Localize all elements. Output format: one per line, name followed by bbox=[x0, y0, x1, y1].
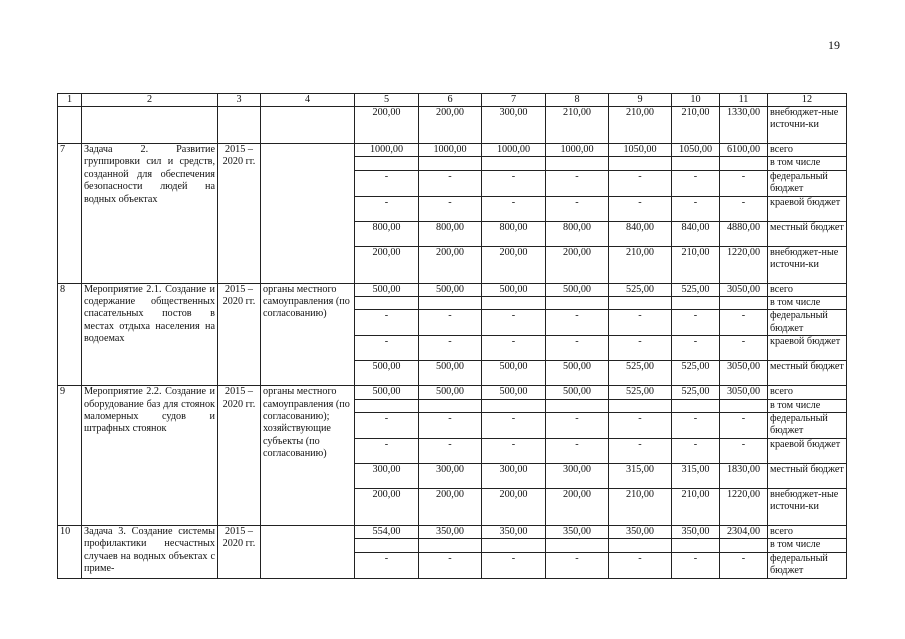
row-number-cell: 9 bbox=[58, 386, 82, 526]
year-value-cell-11: - bbox=[720, 438, 768, 463]
year-value-cell-11: - bbox=[720, 196, 768, 221]
year-value-cell-11: - bbox=[720, 170, 768, 196]
year-value-cell-8: - bbox=[546, 196, 609, 221]
year-value-cell-6: - bbox=[419, 552, 482, 578]
year-value-cell-10: - bbox=[672, 438, 720, 463]
year-value-cell-5: - bbox=[355, 170, 419, 196]
year-value-cell-5: - bbox=[355, 438, 419, 463]
year-value-cell-9 bbox=[609, 399, 672, 412]
year-value-cell-5: 1000,00 bbox=[355, 144, 419, 157]
funding-source-cell: в том числе bbox=[768, 539, 847, 552]
year-value-cell-7: - bbox=[482, 413, 546, 439]
year-value-cell-7: 200,00 bbox=[482, 246, 546, 283]
year-value-cell-7 bbox=[482, 157, 546, 170]
year-value-cell-9: 1050,00 bbox=[609, 144, 672, 157]
year-value-cell-8: 800,00 bbox=[546, 221, 609, 246]
page-number: 19 bbox=[828, 38, 840, 52]
year-value-cell-9: - bbox=[609, 413, 672, 439]
year-value-cell-10: 1050,00 bbox=[672, 144, 720, 157]
year-value-cell-6 bbox=[419, 157, 482, 170]
funding-source-cell: всего bbox=[768, 144, 847, 157]
year-value-cell-5: - bbox=[355, 413, 419, 439]
year-value-cell-5: 200,00 bbox=[355, 107, 419, 144]
year-value-cell-7: 350,00 bbox=[482, 525, 546, 538]
year-value-cell-11 bbox=[720, 539, 768, 552]
header-cell-8: 8 bbox=[546, 94, 609, 107]
year-value-cell-11: 2304,00 bbox=[720, 525, 768, 538]
year-value-cell-10 bbox=[672, 297, 720, 310]
task-description-cell: Задача 2. Развитие группировки сил и средств, созданной для обеспечения безопасности людей на водных объектах bbox=[82, 144, 218, 284]
year-value-cell-10: - bbox=[672, 310, 720, 336]
year-value-cell-7 bbox=[482, 297, 546, 310]
year-value-cell-6: - bbox=[419, 413, 482, 439]
table-row bbox=[58, 144, 847, 157]
year-value-cell-11: - bbox=[720, 552, 768, 578]
year-value-cell-10: 350,00 bbox=[672, 525, 720, 538]
year-value-cell-8: - bbox=[546, 336, 609, 361]
period-cell: 2015 – 2020 гг. bbox=[218, 283, 261, 386]
year-value-cell-7: - bbox=[482, 438, 546, 463]
year-value-cell-11: 1330,00 bbox=[720, 107, 768, 144]
funding-source-cell: в том числе bbox=[768, 297, 847, 310]
funding-source-cell: внебюджет-ные источни-ки bbox=[768, 107, 847, 144]
year-value-cell-9: 525,00 bbox=[609, 386, 672, 399]
year-value-cell-9: - bbox=[609, 336, 672, 361]
year-value-cell-10: - bbox=[672, 196, 720, 221]
year-value-cell-10: - bbox=[672, 413, 720, 439]
year-value-cell-9: 525,00 bbox=[609, 361, 672, 386]
year-value-cell-9: 315,00 bbox=[609, 463, 672, 488]
year-value-cell-5 bbox=[355, 539, 419, 552]
year-value-cell-8: - bbox=[546, 438, 609, 463]
year-value-cell-9 bbox=[609, 539, 672, 552]
year-value-cell-6: 200,00 bbox=[419, 107, 482, 144]
funding-source-cell: местный бюджет bbox=[768, 221, 847, 246]
year-value-cell-6: - bbox=[419, 310, 482, 336]
year-value-cell-10: 525,00 bbox=[672, 361, 720, 386]
year-value-cell-10: 210,00 bbox=[672, 246, 720, 283]
year-value-cell-6: - bbox=[419, 438, 482, 463]
year-value-cell-5 bbox=[355, 297, 419, 310]
table-row bbox=[58, 107, 847, 144]
period-cell: 2015 – 2020 гг. bbox=[218, 144, 261, 284]
year-value-cell-10: - bbox=[672, 552, 720, 578]
year-value-cell-7: 300,00 bbox=[482, 107, 546, 144]
funding-source-cell: всего bbox=[768, 525, 847, 538]
year-value-cell-9 bbox=[609, 297, 672, 310]
year-value-cell-6 bbox=[419, 539, 482, 552]
year-value-cell-6: 500,00 bbox=[419, 361, 482, 386]
year-value-cell-8: 200,00 bbox=[546, 488, 609, 525]
executor-cell bbox=[261, 525, 355, 578]
year-value-cell-5: 200,00 bbox=[355, 488, 419, 525]
funding-source-cell: всего bbox=[768, 386, 847, 399]
year-value-cell-10: 210,00 bbox=[672, 488, 720, 525]
period-cell: 2015 – 2020 гг. bbox=[218, 386, 261, 526]
year-value-cell-8: 210,00 bbox=[546, 107, 609, 144]
year-value-cell-10: 315,00 bbox=[672, 463, 720, 488]
year-value-cell-6: 800,00 bbox=[419, 221, 482, 246]
header-cell-11: 11 bbox=[720, 94, 768, 107]
year-value-cell-10: 525,00 bbox=[672, 386, 720, 399]
year-value-cell-5: - bbox=[355, 310, 419, 336]
task-description-cell: Мероприятие 2.1. Создание и содержание общественных спасательных постов в местах отдыха населения на водоемах bbox=[82, 283, 218, 386]
budget-table bbox=[57, 93, 847, 579]
year-value-cell-7: - bbox=[482, 336, 546, 361]
year-value-cell-8: - bbox=[546, 310, 609, 336]
year-value-cell-11: 1220,00 bbox=[720, 488, 768, 525]
year-value-cell-8: 350,00 bbox=[546, 525, 609, 538]
year-value-cell-6 bbox=[419, 399, 482, 412]
year-value-cell-10 bbox=[672, 539, 720, 552]
funding-source-cell: местный бюджет bbox=[768, 463, 847, 488]
year-value-cell-6: 350,00 bbox=[419, 525, 482, 538]
table-row bbox=[58, 283, 847, 296]
funding-source-cell: местный бюджет bbox=[768, 361, 847, 386]
year-value-cell-7 bbox=[482, 399, 546, 412]
year-value-cell-11: 1830,00 bbox=[720, 463, 768, 488]
period-cell: 2015 – 2020 гг. bbox=[218, 525, 261, 578]
year-value-cell-5: 800,00 bbox=[355, 221, 419, 246]
year-value-cell-11: 3050,00 bbox=[720, 283, 768, 296]
year-value-cell-5: 500,00 bbox=[355, 386, 419, 399]
year-value-cell-6: - bbox=[419, 336, 482, 361]
year-value-cell-8 bbox=[546, 399, 609, 412]
executor-cell bbox=[261, 144, 355, 284]
funding-source-cell: всего bbox=[768, 283, 847, 296]
year-value-cell-10 bbox=[672, 157, 720, 170]
year-value-cell-9: 210,00 bbox=[609, 107, 672, 144]
year-value-cell-9: 840,00 bbox=[609, 221, 672, 246]
year-value-cell-7: 300,00 bbox=[482, 463, 546, 488]
header-row bbox=[58, 94, 847, 107]
year-value-cell-11: - bbox=[720, 336, 768, 361]
empty-cell bbox=[218, 107, 261, 144]
year-value-cell-7: 800,00 bbox=[482, 221, 546, 246]
year-value-cell-11: 1220,00 bbox=[720, 246, 768, 283]
year-value-cell-10: - bbox=[672, 170, 720, 196]
year-value-cell-10: 210,00 bbox=[672, 107, 720, 144]
year-value-cell-11: - bbox=[720, 310, 768, 336]
year-value-cell-11 bbox=[720, 399, 768, 412]
year-value-cell-5: - bbox=[355, 552, 419, 578]
funding-source-cell: краевой бюджет bbox=[768, 336, 847, 361]
year-value-cell-9 bbox=[609, 157, 672, 170]
year-value-cell-5 bbox=[355, 157, 419, 170]
year-value-cell-10: 525,00 bbox=[672, 283, 720, 296]
header-cell-6: 6 bbox=[419, 94, 482, 107]
year-value-cell-11: 3050,00 bbox=[720, 386, 768, 399]
funding-source-cell: внебюджет-ные источни-ки bbox=[768, 488, 847, 525]
year-value-cell-10: 840,00 bbox=[672, 221, 720, 246]
header-cell-10: 10 bbox=[672, 94, 720, 107]
year-value-cell-7 bbox=[482, 539, 546, 552]
year-value-cell-5 bbox=[355, 399, 419, 412]
empty-cell bbox=[58, 107, 82, 144]
year-value-cell-5: 554,00 bbox=[355, 525, 419, 538]
year-value-cell-11: - bbox=[720, 413, 768, 439]
year-value-cell-8: - bbox=[546, 170, 609, 196]
year-value-cell-5: - bbox=[355, 196, 419, 221]
year-value-cell-10 bbox=[672, 399, 720, 412]
year-value-cell-8 bbox=[546, 157, 609, 170]
year-value-cell-6: 200,00 bbox=[419, 246, 482, 283]
year-value-cell-10: - bbox=[672, 336, 720, 361]
year-value-cell-11 bbox=[720, 157, 768, 170]
funding-source-cell: федеральный бюджет bbox=[768, 413, 847, 439]
funding-source-cell: в том числе bbox=[768, 399, 847, 412]
funding-source-cell: федеральный бюджет bbox=[768, 552, 847, 578]
row-number-cell: 7 bbox=[58, 144, 82, 284]
header-cell-1: 1 bbox=[58, 94, 82, 107]
year-value-cell-8: 500,00 bbox=[546, 361, 609, 386]
executor-cell: органы местного самоуправления (по согласованию) bbox=[261, 283, 355, 386]
year-value-cell-8: 300,00 bbox=[546, 463, 609, 488]
page-bottom-edge bbox=[0, 629, 905, 639]
header-cell-5: 5 bbox=[355, 94, 419, 107]
year-value-cell-6: 1000,00 bbox=[419, 144, 482, 157]
header-cell-4: 4 bbox=[261, 94, 355, 107]
year-value-cell-8: 500,00 bbox=[546, 283, 609, 296]
year-value-cell-7: 500,00 bbox=[482, 361, 546, 386]
year-value-cell-8 bbox=[546, 539, 609, 552]
year-value-cell-6: 300,00 bbox=[419, 463, 482, 488]
empty-cell bbox=[82, 107, 218, 144]
year-value-cell-7: - bbox=[482, 196, 546, 221]
header-cell-9: 9 bbox=[609, 94, 672, 107]
year-value-cell-8: 200,00 bbox=[546, 246, 609, 283]
year-value-cell-6: 500,00 bbox=[419, 386, 482, 399]
table-row bbox=[58, 386, 847, 399]
year-value-cell-11: 4880,00 bbox=[720, 221, 768, 246]
year-value-cell-9: - bbox=[609, 196, 672, 221]
year-value-cell-9: - bbox=[609, 438, 672, 463]
year-value-cell-9: 350,00 bbox=[609, 525, 672, 538]
year-value-cell-6 bbox=[419, 297, 482, 310]
header-cell-7: 7 bbox=[482, 94, 546, 107]
year-value-cell-7: 1000,00 bbox=[482, 144, 546, 157]
year-value-cell-8 bbox=[546, 297, 609, 310]
year-value-cell-7: - bbox=[482, 552, 546, 578]
year-value-cell-11: 6100,00 bbox=[720, 144, 768, 157]
year-value-cell-6: - bbox=[419, 170, 482, 196]
year-value-cell-9: 210,00 bbox=[609, 488, 672, 525]
executor-cell: органы местного самоуправления (по согласованию); хозяйствующие субъекты (по согласованию) bbox=[261, 386, 355, 526]
year-value-cell-11 bbox=[720, 297, 768, 310]
year-value-cell-7: - bbox=[482, 170, 546, 196]
year-value-cell-6: 200,00 bbox=[419, 488, 482, 525]
year-value-cell-6: - bbox=[419, 196, 482, 221]
header-cell-3: 3 bbox=[218, 94, 261, 107]
header-cell-12: 12 bbox=[768, 94, 847, 107]
year-value-cell-6: 500,00 bbox=[419, 283, 482, 296]
year-value-cell-9: - bbox=[609, 170, 672, 196]
task-description-cell: Задача 3. Создание системы профилактики несчастных случаев на водных объектах с приме- bbox=[82, 525, 218, 578]
table-row bbox=[58, 525, 847, 538]
header-cell-2: 2 bbox=[82, 94, 218, 107]
year-value-cell-11: 3050,00 bbox=[720, 361, 768, 386]
empty-cell bbox=[261, 107, 355, 144]
year-value-cell-5: 500,00 bbox=[355, 283, 419, 296]
year-value-cell-5: 300,00 bbox=[355, 463, 419, 488]
year-value-cell-9: 210,00 bbox=[609, 246, 672, 283]
year-value-cell-8: - bbox=[546, 413, 609, 439]
year-value-cell-5: - bbox=[355, 336, 419, 361]
funding-source-cell: краевой бюджет bbox=[768, 196, 847, 221]
year-value-cell-5: 200,00 bbox=[355, 246, 419, 283]
year-value-cell-8: - bbox=[546, 552, 609, 578]
funding-source-cell: краевой бюджет bbox=[768, 438, 847, 463]
year-value-cell-9: - bbox=[609, 552, 672, 578]
year-value-cell-9: - bbox=[609, 310, 672, 336]
year-value-cell-7: 500,00 bbox=[482, 283, 546, 296]
funding-source-cell: федеральный бюджет bbox=[768, 310, 847, 336]
year-value-cell-7: 500,00 bbox=[482, 386, 546, 399]
funding-source-cell: внебюджет-ные источни-ки bbox=[768, 246, 847, 283]
year-value-cell-8: 500,00 bbox=[546, 386, 609, 399]
row-number-cell: 10 bbox=[58, 525, 82, 578]
year-value-cell-5: 500,00 bbox=[355, 361, 419, 386]
funding-source-cell: федеральный бюджет bbox=[768, 170, 847, 196]
year-value-cell-8: 1000,00 bbox=[546, 144, 609, 157]
year-value-cell-7: 200,00 bbox=[482, 488, 546, 525]
budget-table-body bbox=[58, 94, 847, 579]
row-number-cell: 8 bbox=[58, 283, 82, 386]
funding-source-cell: в том числе bbox=[768, 157, 847, 170]
year-value-cell-7: - bbox=[482, 310, 546, 336]
task-description-cell: Мероприятие 2.2. Создание и оборудование баз для стоянок маломерных судов и штрафных стоянок bbox=[82, 386, 218, 526]
year-value-cell-9: 525,00 bbox=[609, 283, 672, 296]
